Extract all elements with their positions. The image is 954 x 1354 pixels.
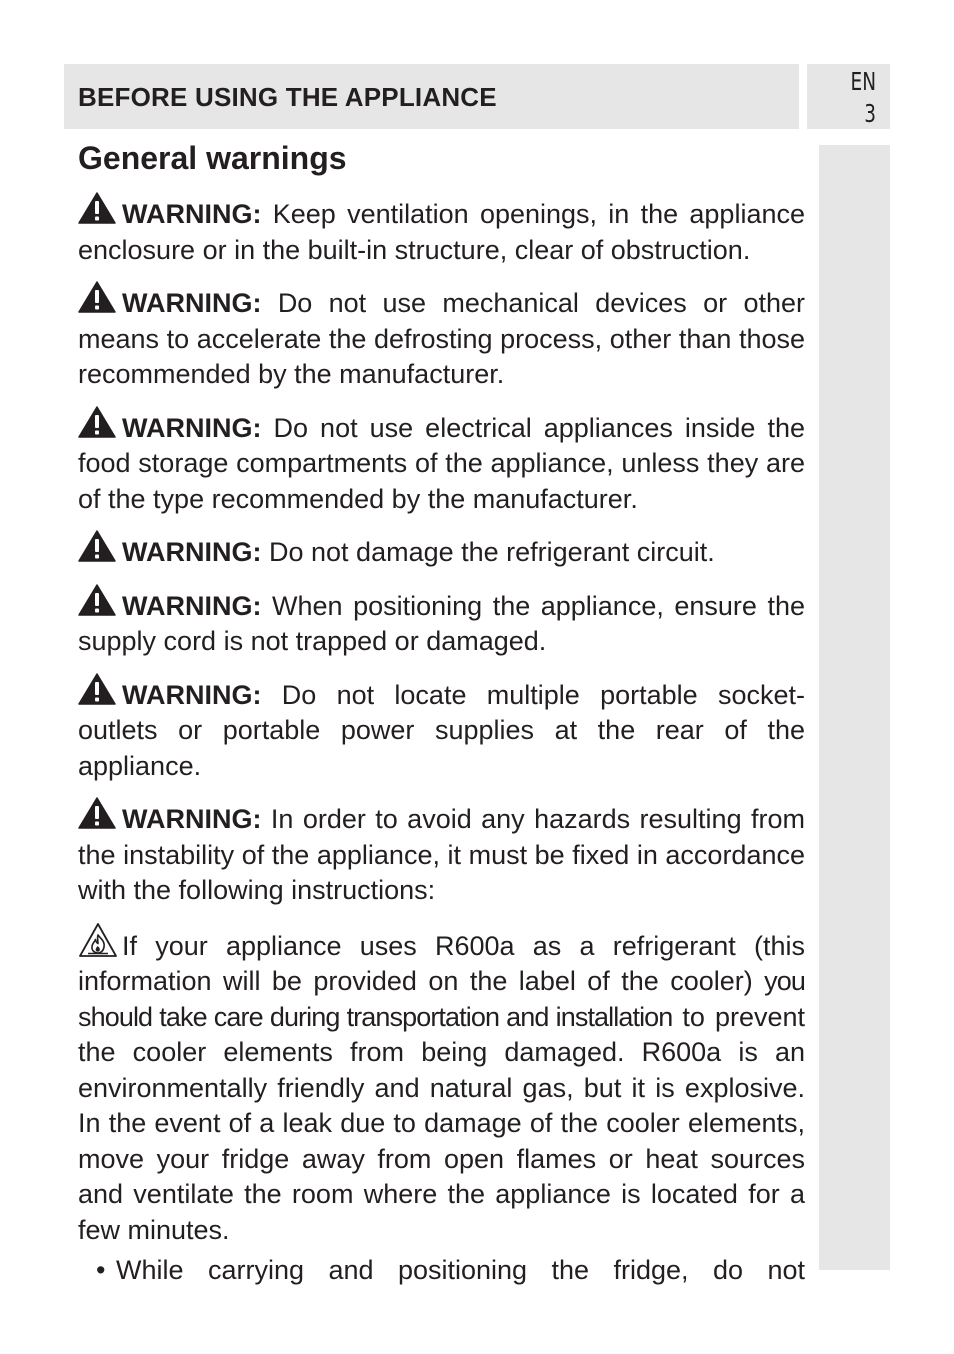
warning-text: Do not use electrical appliances inside the food storage compartments of the appliance, unless they are of the type recommended by the manufacturer. (78, 412, 805, 514)
warning-paragraph (78, 673, 805, 785)
flammable-note (78, 922, 805, 1249)
warning-text: Keep ventilation openings, in the appliance enclosure or in the built-in structure, clear of obstruction. (78, 199, 805, 265)
language-page-box (807, 64, 890, 129)
warning-paragraph (78, 192, 805, 268)
warning-triangle-icon (78, 192, 116, 224)
warning-label: WARNING: (122, 679, 262, 710)
flammable-note-text: If your appliance uses R600a as a refrigerant (this information will be provided on the label of the cooler) (78, 930, 805, 996)
warning-text: In order to avoid any hazards resulting from the instability of the appliance, it must be fixed in accordance with the following instructions: (78, 804, 805, 905)
warning-triangle-icon (78, 281, 116, 313)
page-number: 3 (864, 99, 876, 128)
warning-paragraph (78, 530, 805, 571)
warning-label: WARNING: (122, 537, 262, 567)
header-bar (64, 64, 799, 129)
list-item (78, 1253, 805, 1289)
header-title: BEFORE USING THE APPLIANCE (78, 82, 497, 112)
warning-label: WARNING: (122, 590, 262, 621)
warning-triangle-icon (78, 797, 116, 829)
warning-paragraph (78, 281, 805, 393)
flammable-triangle-icon (78, 922, 118, 958)
section-title: General warnings (78, 140, 347, 176)
warning-label: WARNING: (122, 804, 262, 834)
language-code: EN (850, 67, 876, 96)
warning-text: When positioning the appliance, ensure the supply cord is not trapped or damaged. (78, 590, 805, 656)
warning-label: WARNING: (122, 288, 262, 318)
warning-triangle-icon (78, 530, 116, 562)
content (78, 136, 805, 1289)
side-strip (819, 145, 890, 1270)
flammable-note-text: to prevent the cooler elements from being damaged. R600a is an environmentally friendly and natural gas, but it is explosive. In the event of a leak due to damage of the cooler elements, move your fridge away from open flames or heat sources and ventilate the room where the appliance is located for a few minutes. (78, 1001, 805, 1245)
bullet-mark: • (96, 1255, 106, 1285)
warning-text: Do not locate multiple portable socket-outlets or portable power supplies at the rear of the appliance. (78, 679, 805, 781)
bullet-text: While carrying and positioning the fridge, do not (116, 1255, 805, 1285)
warning-text: Do not use mechanical devices or other means to accelerate the defrosting process, other than those recommended by the manufacturer. (78, 288, 805, 389)
warning-text: Do not damage the refrigerant circuit. (269, 537, 715, 567)
warning-label: WARNING: (122, 412, 262, 443)
warning-paragraph (78, 797, 805, 909)
warning-triangle-icon (78, 673, 116, 705)
warning-paragraph (78, 406, 805, 518)
warning-paragraph (78, 584, 805, 660)
warning-label: WARNING: (122, 199, 262, 229)
warning-triangle-icon (78, 406, 116, 438)
warning-triangle-icon (78, 584, 116, 616)
flammable-note-text: you should take care during transportation and installation (78, 966, 805, 1032)
